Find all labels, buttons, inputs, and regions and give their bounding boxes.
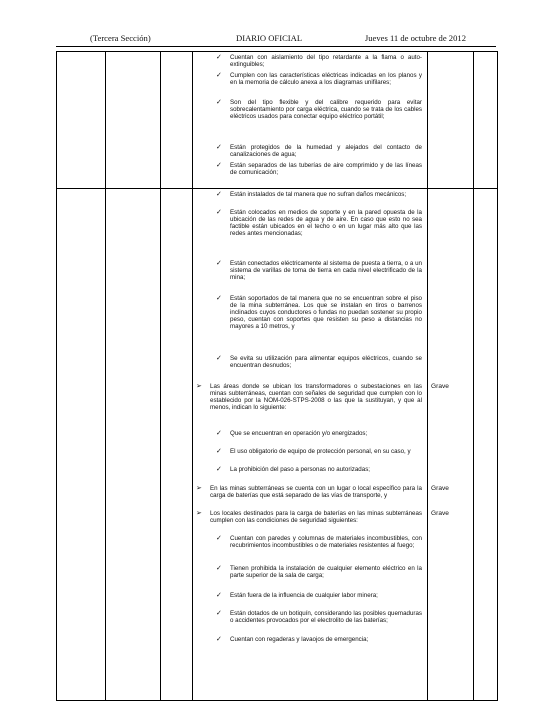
list-item: Tienen prohibida la instalación de cualquier elemento eléctrico en la parte superior de la sala de carga; [230,565,422,579]
table-cell [57,189,106,701]
requirements-table [56,51,498,701]
check-icon: ✓ [216,208,222,216]
table-cell [106,52,161,189]
list-item: Están soportados de tal manera que no se encuentran sobre el piso de la mina subterránea. Los que se instalan en tiros o barrenos inclinados cuyos conductores o fundas no puedan sostener su propio peso, cuentan con soportes que resisten su peso a distancias no mayores a 10 metros, y [230,295,422,330]
table-cell [161,189,193,701]
check-icon: ✓ [216,564,222,572]
check-icon: ✓ [216,98,222,106]
list-item: Se evita su utilización para alimentar equipos eléctricos, cuando se encuentran desnudos; [230,355,422,369]
check-icon: ✓ [216,465,222,473]
table-row [57,52,498,189]
requirement-text: En las minas subterráneas se cuenta con un lugar o local específico para la carga de baterías que está separado de las vías de transporte, y [210,485,422,499]
list-item: Están conectados eléctricamente al sistema de puesta a tierra, o a un sistema de varillas de toma de tierra en cada nivel electrificado de la mina; [230,260,422,281]
table-cell [106,189,161,701]
severity-label: Grave [431,485,449,492]
requirements-cell [193,189,428,701]
arrow-bullet-icon: ➢ [196,382,202,390]
list-item: La prohibición del paso a personas no autorizadas; [230,466,371,473]
list-item: Están protegidos de la humedad y alejados del contacto de canalizaciones de agua; [230,144,422,158]
header-rule [56,46,496,47]
check-icon: ✓ [216,71,222,79]
table-row [57,189,498,701]
list-item: Están colocados en medios de soporte y en la pared opuesta de la ubicación de las redes de agua y de aire. En caso que esto no sea factible están ubicados en el techo o en un lugar más alto que las redes antes mencionadas; [230,209,422,237]
list-item: Cuentan con paredes y columnas de materiales incombustibles, con recubrimientos incombustibles o de materiales resistentes al fuego; [230,535,422,549]
table-cell [57,52,106,189]
list-item: Están instalados de tal manera que no sufran daños mecánicos; [230,191,407,198]
check-icon: ✓ [216,635,222,643]
requirements-cell [193,52,428,189]
check-icon: ✓ [216,190,222,198]
requirement-text: Los locales destinados para la carga de baterías en las minas subterráneas cumplen con las condiciones de seguridad siguientes: [210,510,422,524]
check-icon: ✓ [216,591,222,599]
list-item: Cuentan con aislamiento del tipo retardante a la flama o auto-extinguibles; [230,54,422,68]
check-icon: ✓ [216,534,222,542]
check-icon: ✓ [216,429,222,437]
check-icon: ✓ [216,143,222,151]
section-label: (Tercera Sección) [90,33,151,43]
table-cell [474,52,498,189]
list-item: Están dotados de un botiquín, considerando las posibles quemaduras o accidentes provocados por el electrolito de las baterías; [230,610,422,624]
list-item: Cuentan con regaderas y lavaojos de emergencia; [230,636,369,643]
table-cell [474,189,498,701]
list-item: Son del tipo flexible y del calibre requerido para evitar sobrecalentamiento por carga eléctrica, cuando se trata de los cables eléctricos usados para conectar equipo eléctrico portátil; [230,99,422,120]
check-icon: ✓ [216,53,222,61]
check-icon: ✓ [216,161,222,169]
check-icon: ✓ [216,354,222,362]
arrow-bullet-icon: ➢ [196,509,202,517]
severity-label: Grave [431,383,449,390]
list-item: Están fuera de la influencia de cualquier labor minera; [230,592,378,599]
check-icon: ✓ [216,259,222,267]
arrow-bullet-icon: ➢ [196,484,202,492]
list-item: El uso obligatorio de equipo de protección personal, en su caso, y [230,448,411,455]
page-header [90,33,466,45]
list-item: Que se encuentran en operación y/o energizados; [230,430,368,437]
table-cell [428,52,474,189]
list-item: Cumplen con las características eléctricas indicadas en los planos y en la memoria de cálculo anexa a los diagramas unifilares; [230,72,422,86]
check-icon: ✓ [216,294,222,302]
severity-cell [428,189,474,701]
check-icon: ✓ [216,447,222,455]
publication-date: Jueves 11 de octubre de 2012 [364,33,466,43]
list-item: Están separados de las tuberías de aire comprimido y de las líneas de comunicación; [230,162,422,176]
publication-title: DIARIO OFICIAL [236,33,303,43]
table-cell [161,52,193,189]
requirement-text: Las áreas donde se ubican los transformadores o subestaciones en las minas subterráneas, cuentan con señales de seguridad que cumplen con lo establecido por la NOM-026-STPS-2008 o las que la sustituyan, y que al menos, indican lo siguiente: [210,383,422,411]
check-icon: ✓ [216,609,222,617]
severity-label: Grave [431,510,449,517]
